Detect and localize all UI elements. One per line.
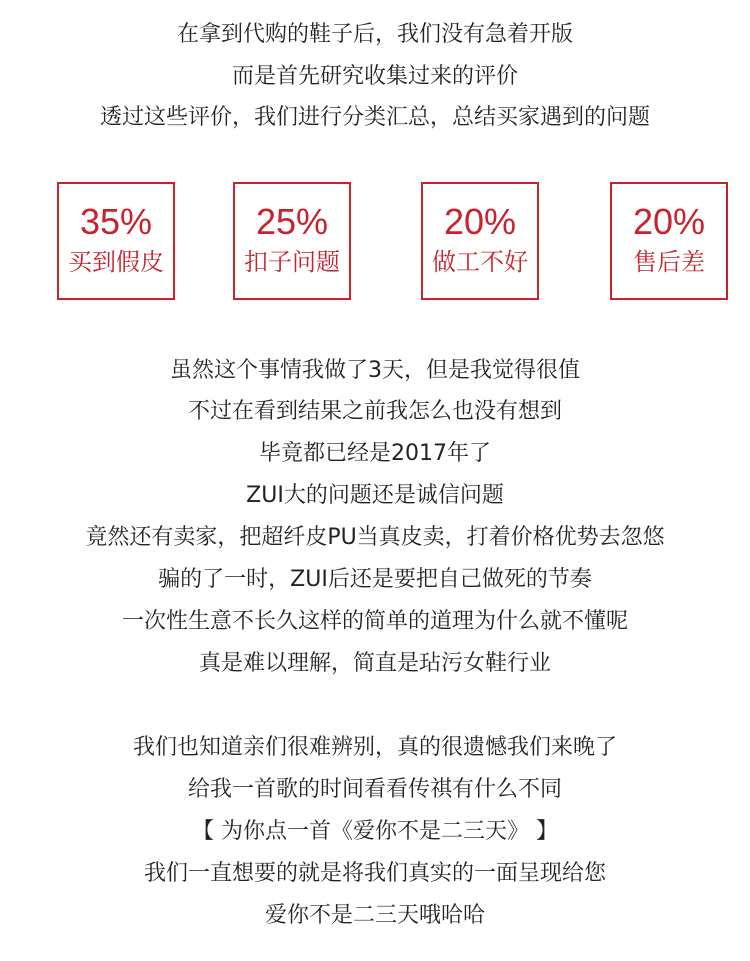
outro-line-4: 我们一直想要的就是将我们真实的一面呈现给您 (143, 861, 606, 886)
stat-value: 35% (79, 201, 153, 242)
outro-line-1: 我们也知道亲们很难辨别，真的很遗憾我们来晚了 (132, 735, 617, 760)
stat-box-button-issue (233, 182, 351, 300)
outro-line-5: 爱你不是二三天哦哈哈 (264, 903, 485, 928)
stat-label: 做工不好 (432, 248, 528, 276)
stat-value: 20% (443, 201, 517, 242)
outro-line-2: 给我一首歌的时间看看传祺有什么不同 (187, 777, 562, 802)
stat-box-poor-workmanship (421, 182, 539, 300)
outro-line-3: 【 为你点一首《爱你不是二三天》 】 (192, 819, 558, 844)
body-line-7: 一次性生意不长久这样的简单的道理为什么就不懂呢 (121, 609, 628, 634)
stat-box-after-sales (610, 182, 728, 300)
body-line-2: 不过在看到结果之前我怎么也没有想到 (187, 399, 562, 424)
body-line-3: 毕竟都已经是2017年了 (259, 441, 491, 466)
body-line-1: 虽然这个事情我做了3天，但是我觉得很值 (170, 358, 580, 383)
stat-label: 买到假皮 (68, 248, 164, 276)
stat-label: 扣子问题 (244, 248, 340, 276)
intro-line-2: 而是首先研究收集过来的评价 (231, 64, 518, 89)
stat-label: 售后差 (633, 248, 705, 276)
body-line-6: 骗的了一时，ZUI后还是要把自己做死的节奏 (158, 567, 592, 592)
stat-value: 25% (255, 201, 329, 242)
intro-line-3: 透过这些评价，我们进行分类汇总，总结买家遇到的问题 (99, 105, 650, 130)
stat-value: 20% (632, 201, 706, 242)
stat-box-fake-leather (57, 182, 175, 300)
body-line-8: 真是难以理解，简直是玷污女鞋行业 (198, 651, 551, 676)
body-line-4: ZUI大的问题还是诚信问题 (246, 483, 504, 508)
intro-line-1: 在拿到代购的鞋子后，我们没有急着开版 (176, 22, 573, 47)
body-line-5: 竟然还有卖家，把超纤皮PU当真皮卖，打着价格优势去忽悠 (85, 525, 665, 550)
